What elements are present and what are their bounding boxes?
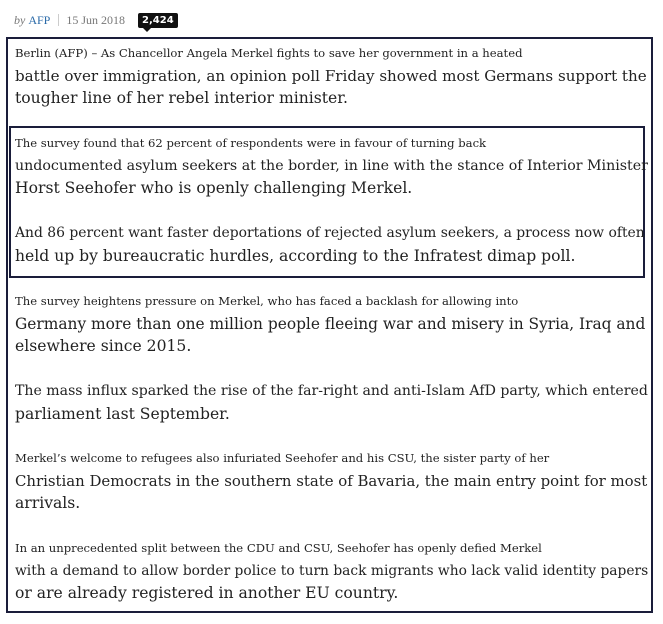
article-paragraph	[15, 222, 645, 267]
paragraph-line: And 86 percent want faster deportations of rejected asylum seekers, a process now often	[15, 225, 645, 241]
article-paragraph	[15, 447, 647, 515]
paragraph-line: tougher line of her rebel interior minister.	[15, 89, 348, 107]
paragraph-line: Germany more than one million people fleeing war and misery in Syria, Iraq and	[15, 314, 646, 333]
paragraph-line: In an unprecedented split between the CDU and CSU, Seehofer has openly defied Merkel	[15, 541, 542, 555]
paragraph-line: The survey found that 62 percent of respondents were in favour of turning back	[15, 136, 487, 150]
article-meta	[14, 10, 178, 30]
article-paragraph	[15, 380, 648, 425]
byline-prefix: by	[14, 12, 26, 27]
paragraph-line: The mass influx sparked the rise of the far-right and anti-Islam AfD party, which entered	[15, 383, 648, 399]
paragraph-line: arrivals.	[15, 494, 81, 512]
article-paragraph	[15, 537, 648, 605]
paragraph-line: battle over immigration, an opinion poll Friday showed most Germans support the	[15, 66, 647, 85]
paragraph-line: parliament last September.	[15, 404, 230, 423]
paragraph-line: Christian Democrats in the southern state of Bavaria, the main entry point for most	[15, 471, 648, 490]
paragraph-line: elsewhere since 2015.	[15, 337, 192, 355]
publish-date: 15 Jun 2018	[66, 12, 126, 27]
meta-divider	[58, 14, 59, 26]
article-paragraph	[15, 132, 648, 200]
comment-count-badge[interactable]: 2,424	[138, 13, 178, 28]
article-paragraph	[15, 290, 645, 358]
paragraph-line: Horst Seehofer who is openly challenging Merkel.	[15, 179, 413, 197]
paragraph-line: with a demand to allow border police to turn back migrants who lack valid identity papers	[15, 562, 649, 579]
paragraph-line: The survey heightens pressure on Merkel, who has faced a backlash for allowing into	[15, 294, 519, 308]
paragraph-line: Berlin (AFP) – As Chancellor Angela Merkel fights to save her government in a heated	[15, 46, 523, 60]
paragraph-line: undocumented asylum seekers at the border, in line with the stance of Interior Minister	[15, 157, 648, 174]
paragraph-line: held up by bureaucratic hurdles, according to the Infratest dimap poll.	[15, 246, 576, 265]
paragraph-line: Merkel’s welcome to refugees also infuriated Seehofer and his CSU, the sister party of her	[15, 451, 550, 465]
paragraph-line: or are already registered in another EU country.	[15, 584, 399, 602]
article-paragraph	[15, 42, 647, 110]
author-link[interactable]: AFP	[28, 12, 51, 27]
